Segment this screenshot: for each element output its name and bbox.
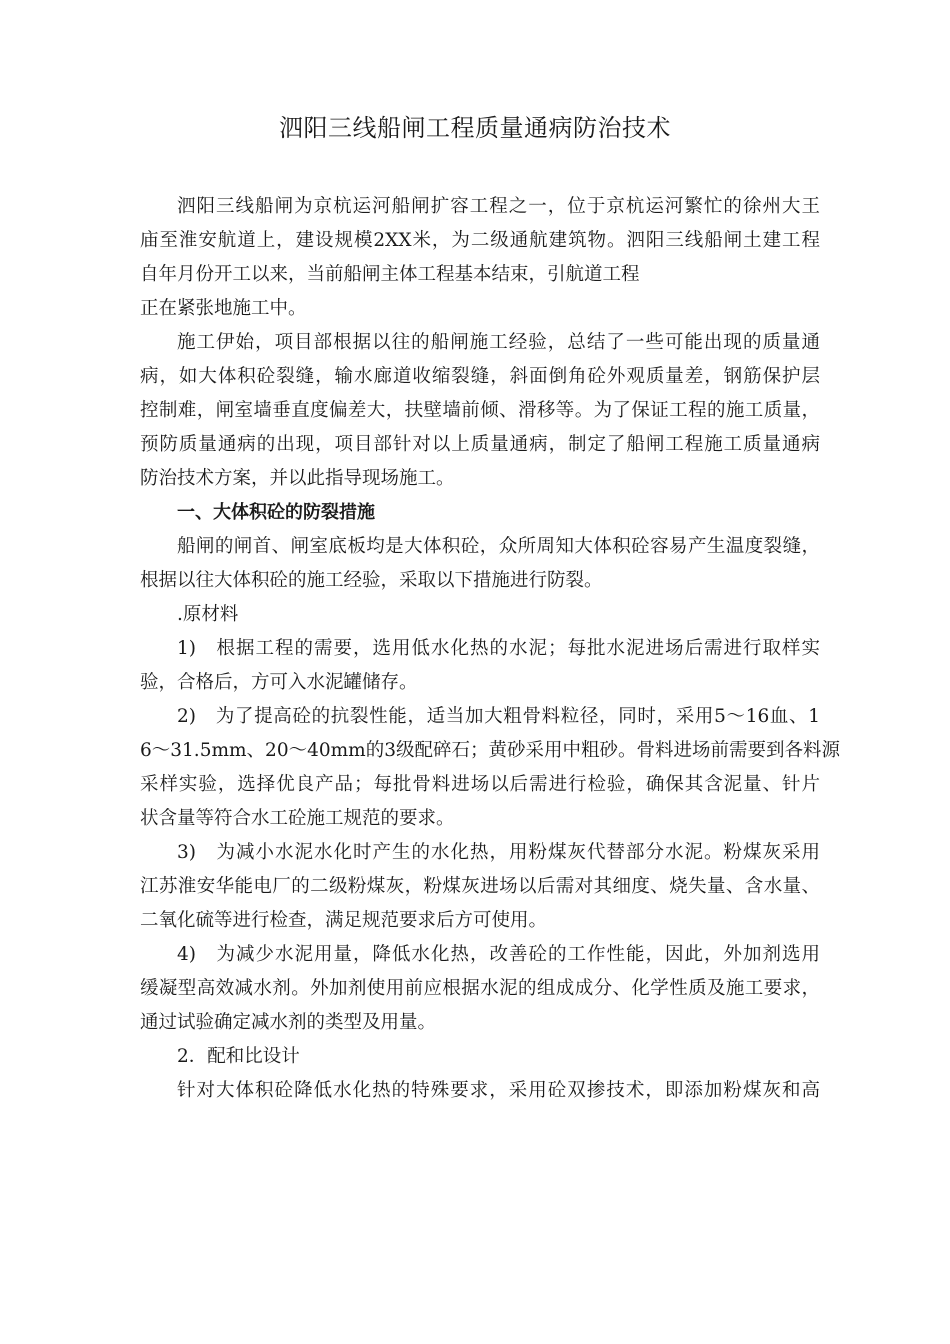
- text-line: 正在紧张地施工中。: [140, 298, 307, 319]
- text-line: 2) 为了提高砼的抗裂性能，适当加大粗骨料粒径，同时，采用5〜16血、1: [177, 706, 820, 727]
- text-line: 施工伊始，项目部根据以往的船闸施工经验，总结了一些可能出现的质量通: [177, 332, 820, 353]
- text-line: 江苏淮安华能电厂的二级粉煤灰，粉煤灰进场以后需对其细度、烧失量、含水量、: [140, 876, 820, 897]
- text-line: 3) 为减小水泥水化时产生的水化热，用粉煤灰代替部分水泥。粉煤灰采用: [177, 842, 820, 863]
- section-heading: 一、大体积砼的防裂措施: [177, 502, 375, 523]
- text-line: 二氧化硫等进行检查，满足规范要求后方可使用。: [140, 910, 548, 931]
- text-line: 2．配和比设计: [177, 1046, 300, 1067]
- text-line: 预防质量通病的出现，项目部针对以上质量通病，制定了船闸工程施工质量通病: [140, 434, 820, 455]
- text-line: 防治技术方案，并以此指导现场施工。: [140, 468, 455, 489]
- text-line: 6〜31.5mm、20〜40mm的3级配碎石；黄砂采用中粗砂。骨料进场前需要到各料源: [140, 740, 840, 761]
- text-line: 采样实验，选择优良产品；每批骨料进场以后需进行检验，确保其含泥量、针片: [140, 774, 820, 795]
- text-line: 状含量等符合水工砼施工规范的要求。: [140, 808, 455, 829]
- text-line: 缓凝型高效减水剂。外加剂使用前应根据水泥的组成成分、化学性质及施工要求，: [140, 978, 820, 999]
- text-line: 1) 根据工程的需要，选用低水化热的水泥；每批水泥进场后需进行取样实: [177, 638, 820, 659]
- text-line: 庙至淮安航道上，建设规模2XX米，为二级通航建筑物。泗阳三线船闸土建工程: [140, 230, 820, 251]
- text-line: 病，如大体积砼裂缝，输水廊道收缩裂缝，斜面倒角砼外观质量差，钢筋保护层: [140, 366, 820, 387]
- text-line: 针对大体积砼降低水化热的特殊要求，采用砼双掺技术，即添加粉煤灰和高: [177, 1080, 820, 1101]
- text-line: 控制难，闸室墙垂直度偏差大，扶壁墙前倾、滑移等。为了保证工程的施工质量，: [140, 400, 820, 421]
- text-line: .原材料: [177, 604, 239, 625]
- document-title: 泗阳三线船闸工程质量通病防治技术: [279, 114, 671, 142]
- text-line: 自年月份开工以来，当前船闸主体工程基本结束，引航道工程: [140, 264, 640, 285]
- text-line: 船闸的闸首、闸室底板均是大体积砼，众所周知大体积砼容易产生温度裂缝，: [177, 536, 820, 557]
- text-line: 验，合格后，方可入水泥罐储存。: [140, 672, 418, 693]
- document-body: [140, 190, 840, 1108]
- text-line: 泗阳三线船闸为京杭运河船闸扩容工程之一，位于京杭运河繁忙的徐州大王: [177, 196, 820, 217]
- text-line: 通过试验确定减水剂的类型及用量。: [140, 1012, 437, 1033]
- text-line: 4) 为减少水泥用量，降低水化热，改善砼的工作性能，因此，外加剂选用: [177, 944, 820, 965]
- text-line: 根据以往大体积砼的施工经验，采取以下措施进行防裂。: [140, 570, 603, 591]
